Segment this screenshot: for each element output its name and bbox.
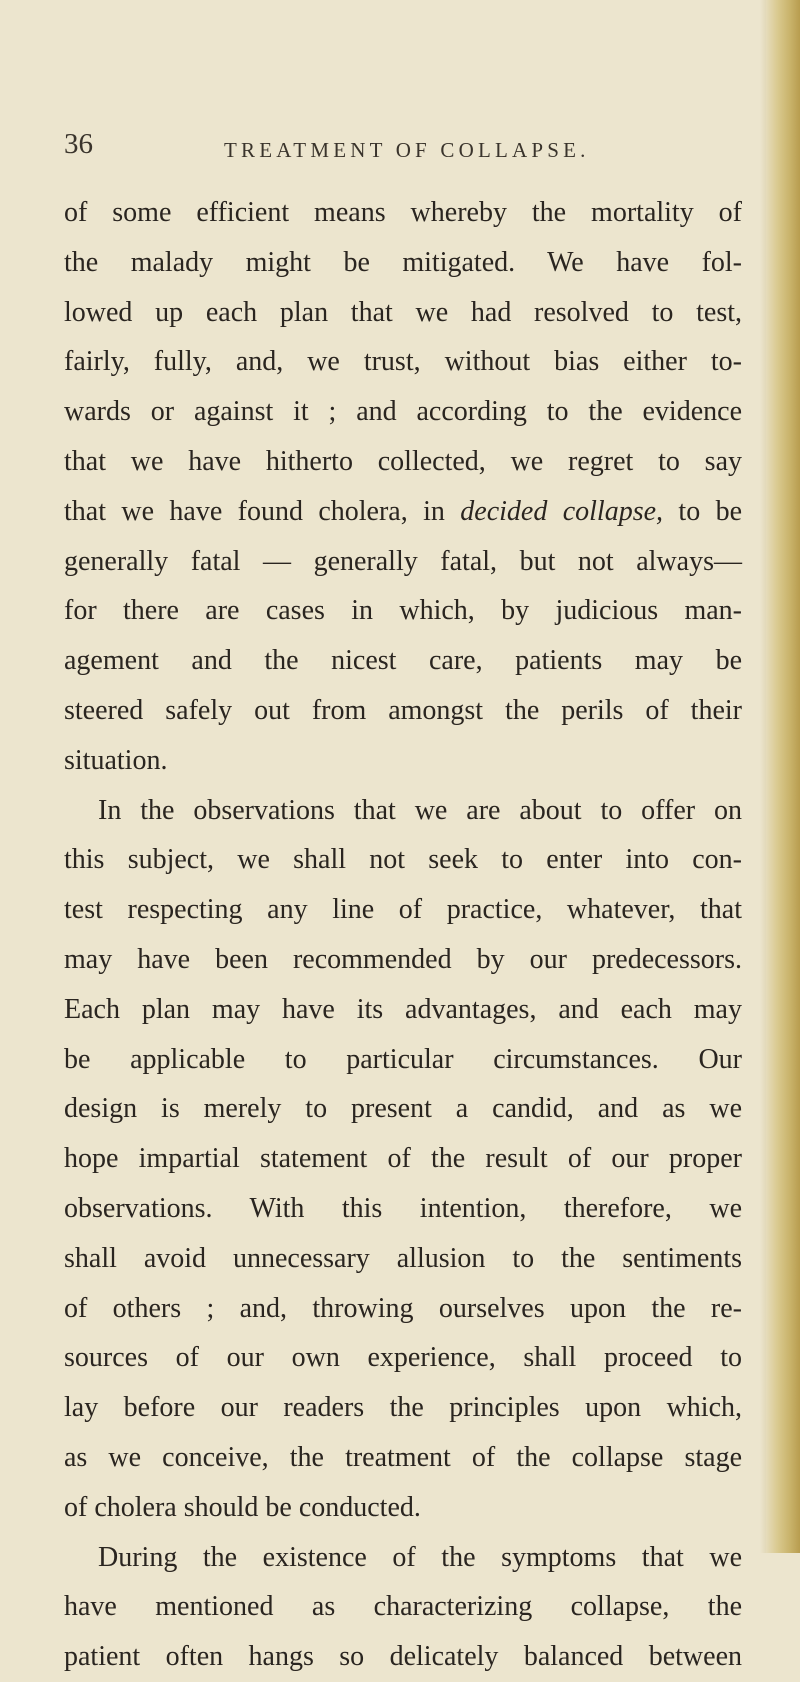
text-line: design is merely to present a candid, and as we bbox=[64, 1093, 742, 1125]
text-line: fairly, fully, and, we trust, without bias either to- bbox=[64, 346, 742, 378]
text-line: of cholera should be conducted. bbox=[64, 1491, 421, 1523]
text-line: lowed up each plan that we had resolved to test, bbox=[64, 296, 742, 328]
text-line: observations. With this intention, therefore, we bbox=[64, 1192, 742, 1224]
body-text bbox=[64, 188, 742, 1682]
text-line: that we have hitherto collected, we regret to say bbox=[64, 445, 742, 477]
text-line: of some efficient means whereby the mortality of bbox=[64, 197, 742, 228]
text-line: hope impartial statement of the result of our proper bbox=[64, 1143, 742, 1175]
text-line: Each plan may have its advantages, and each may bbox=[64, 993, 742, 1025]
text-line: lay before our readers the principles upon which, bbox=[64, 1392, 742, 1424]
text-line: wards or against it ; and according to the evidence bbox=[64, 396, 742, 428]
text-line: steered safely out from amongst the perils of their bbox=[64, 694, 742, 726]
text-line: be applicable to particular circumstances. Our bbox=[64, 1043, 742, 1075]
text-line: have mentioned as characterizing collapse, the bbox=[64, 1591, 742, 1623]
text-line: for there are cases in which, by judicious man- bbox=[64, 595, 742, 627]
running-head: TREATMENT OF COLLAPSE. bbox=[224, 138, 590, 162]
page-number: 36 bbox=[64, 128, 93, 160]
text-line: this subject, we shall not seek to enter into con- bbox=[64, 844, 742, 876]
text-line: the malady might be mitigated. We have fol- bbox=[64, 246, 742, 278]
text-line: agement and the nicest care, patients may be bbox=[64, 645, 742, 677]
text-line: may have been recommended by our predecessors. bbox=[64, 943, 742, 975]
emphasis-decided-collapse: decided collapse, bbox=[460, 495, 664, 527]
text-line: situation. bbox=[64, 744, 168, 776]
text-line: that we have found cholera, in decided collapse, to be bbox=[64, 495, 742, 527]
text-line: as we conceive, the treatment of the collapse stage bbox=[64, 1441, 742, 1473]
text-line: shall avoid unnecessary allusion to the sentiments bbox=[64, 1242, 742, 1274]
text-line: test respecting any line of practice, whatever, that bbox=[64, 894, 742, 926]
text-line: sources of our own experience, shall proceed to bbox=[64, 1342, 742, 1374]
text-line: During the existence of the symptoms that we bbox=[98, 1541, 742, 1573]
text-line: In the observations that we are about to offer on bbox=[98, 794, 742, 826]
text-line: of others ; and, throwing ourselves upon the re- bbox=[64, 1292, 742, 1324]
text-line: patient often hangs so delicately balanced between bbox=[64, 1641, 742, 1673]
text-line: generally fatal — generally fatal, but not always— bbox=[64, 545, 742, 577]
page-edge bbox=[766, 0, 800, 1553]
